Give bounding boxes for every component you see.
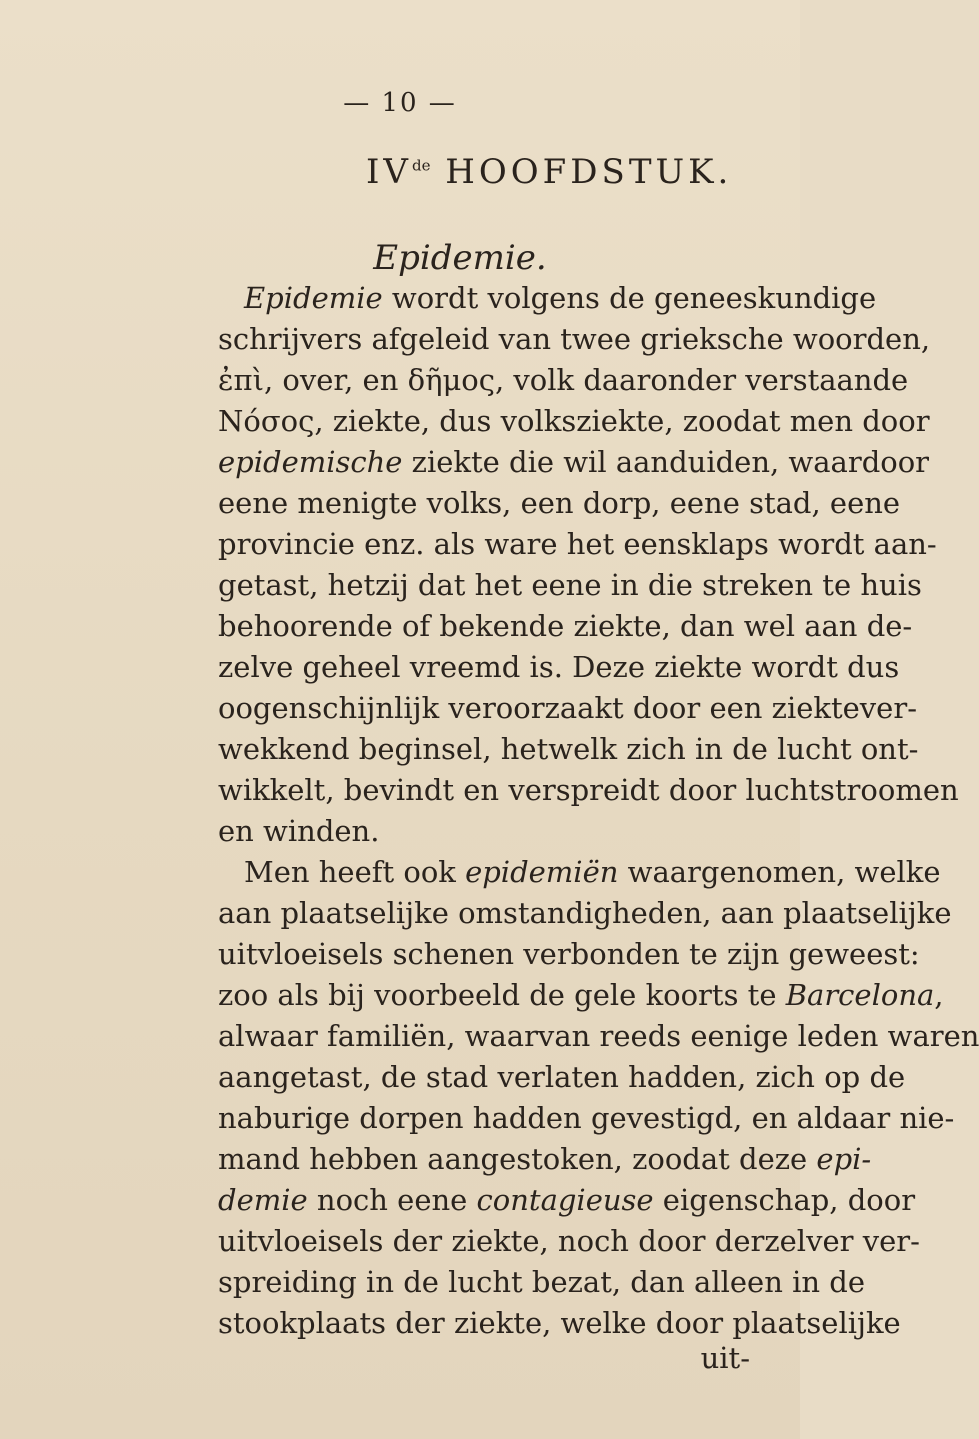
text-line: schrijvers afgeleid van twee grieksche woorden, [218,322,931,356]
text-line: eene menigte volks, een dorp, eene stad, eene [218,486,901,520]
text-line: spreiding in de lucht bezat, dan alleen in de [218,1265,865,1299]
text-line: uitvloeisels der ziekte, noch door derzelver ver- [218,1224,920,1258]
page-number: — 10 — [343,88,457,118]
text-line: epidemische ziekte die wil aanduiden, waardoor [218,445,930,479]
section-title: Epidemie. [373,238,547,278]
text-line: aan plaatselijke omstandigheden, aan plaatselijke [218,896,952,930]
text-line: alwaar familiën, waarvan reeds eenige leden waren [218,1019,979,1053]
text-line: Men heeft ook epidemiën waargenomen, welke [244,855,941,889]
chapter-number: IV [366,152,412,192]
text-line: zelve geheel vreemd is. Deze ziekte wordt dus [218,650,900,684]
text-line: naburige dorpen hadden gevestigd, en aldaar nie- [218,1101,955,1135]
text-line: behoorende of bekende ziekte, dan wel aan de- [218,609,913,643]
text-line: stookplaats der ziekte, welke door plaatselijke [218,1306,901,1340]
text-line: oogenschijnlijk veroorzaakt door een ziektever- [218,691,917,725]
text-line: provincie enz. als ware het eensklaps wordt aan- [218,527,937,561]
text-line: wikkelt, bevindt en verspreidt door luchtstroomen [218,773,959,807]
text-line: Νόσος, ziekte, dus volksziekte, zoodat men door [218,404,930,438]
catchword: uit- [700,1341,750,1375]
text-line: uitvloeisels schenen verbonden te zijn geweest: [218,937,920,971]
text-line: wekkend beginsel, hetwelk zich in de lucht ont- [218,732,919,766]
text-line: zoo als bij voorbeeld de gele koorts te Barcelona, [218,978,944,1012]
text-line: getast, hetzij dat het eene in die streken te huis [218,568,922,602]
text-line: mand hebben aangestoken, zoodat deze epi- [218,1142,872,1176]
chapter-word: HOOFDSTUK. [430,152,733,192]
chapter-ordinal-suffix: de [411,156,431,175]
text-line: demie noch eene contagieuse eigenschap, door [218,1183,916,1217]
text-line: Epidemie wordt volgens de geneeskundige [244,281,877,315]
text-line: aangetast, de stad verlaten hadden, zich op de [218,1060,906,1094]
text-line: ἐπὶ, over, en δῆμος, volk daaronder verstaande [218,363,909,397]
text-line: en winden. [218,814,380,848]
